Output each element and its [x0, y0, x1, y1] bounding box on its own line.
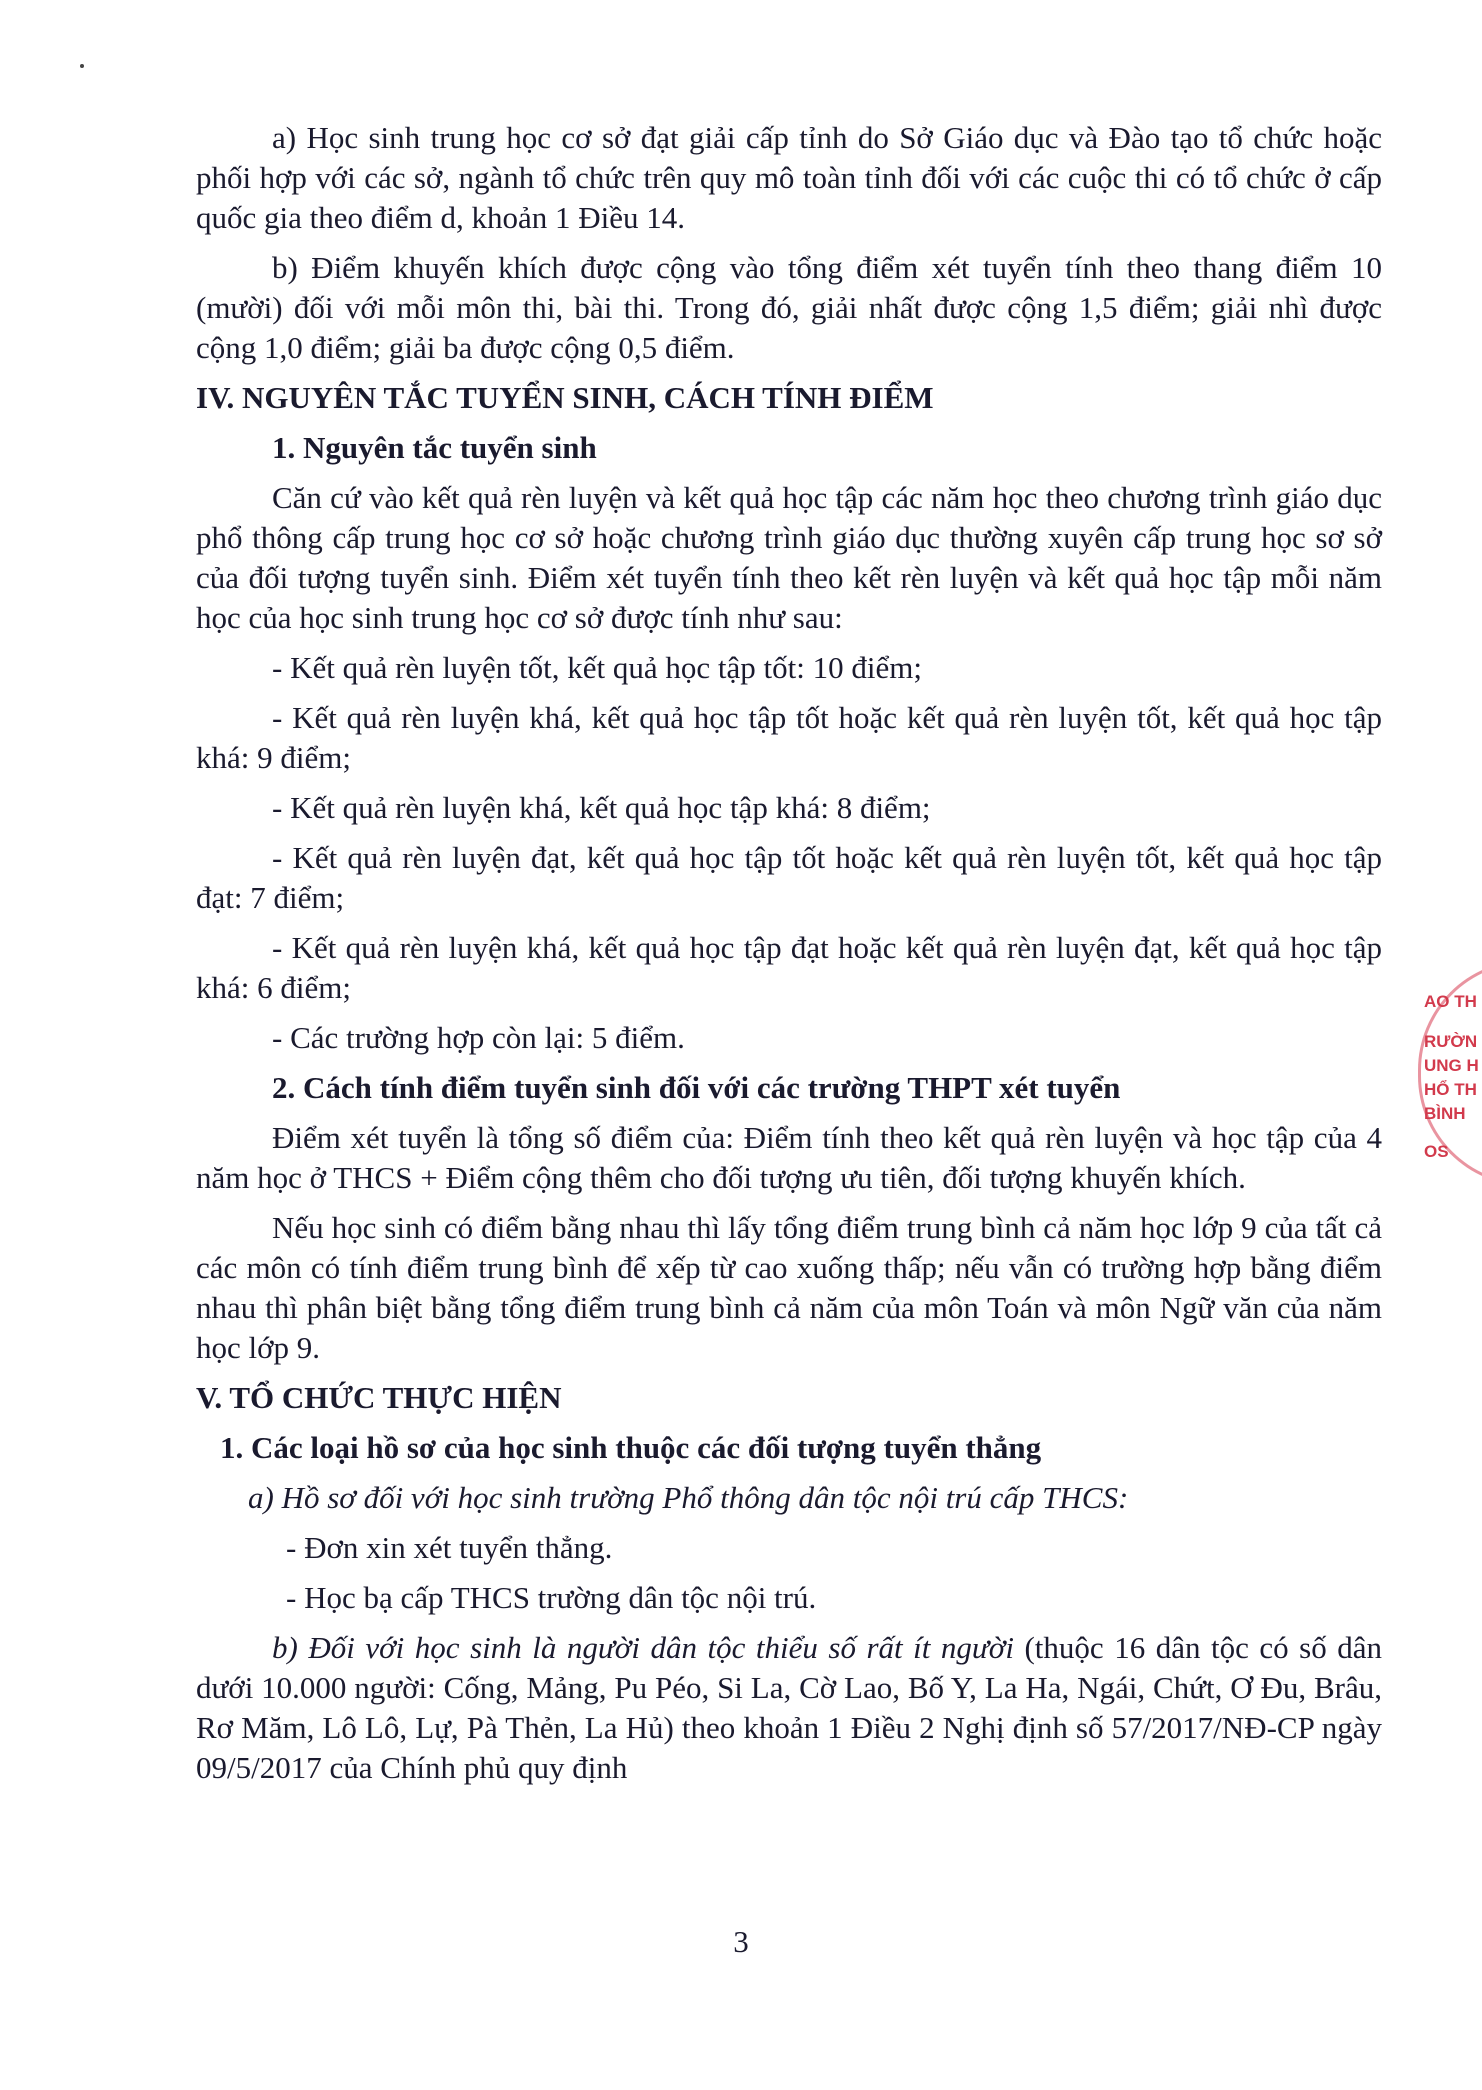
- section-iv-sub1-title: 1. Nguyên tắc tuyển sinh: [272, 430, 597, 465]
- list-item: - Kết quả rèn luyện khá, kết quả học tập đạt hoặc kết quả rèn luyện đạt, kết quả học tập khá: 6 điểm;: [196, 930, 1382, 1005]
- list-item: - Đơn xin xét tuyển thẳng.: [286, 1530, 613, 1565]
- section-iv-sub2-p1: Điểm xét tuyển là tổng số điểm của: Điểm tính theo kết quả rèn luyện và học tập của 4 năm học ở THCS + Điểm cộng thêm cho đối tượng ưu tiên, đối tượng khuyến khích.: [196, 1120, 1382, 1195]
- seal-line: OS: [1424, 1142, 1449, 1161]
- paragraph-a: a) Học sinh trung học cơ sở đạt giải cấp tỉnh do Sở Giáo dục và Đào tạo tổ chức hoặc phối hợp với các sở, ngành tổ chức trên quy mô toàn tỉnh đối với các cuộc thi có tổ chức ở cấp quốc gia theo điểm d, khoản 1 Điều 14.: [196, 120, 1382, 235]
- section-iv-title: IV. NGUYÊN TẮC TUYỂN SINH, CÁCH TÍNH ĐIỂM: [196, 380, 934, 415]
- section-v-sub1-title: 1. Các loại hồ sơ của học sinh thuộc các đối tượng tuyển thẳng: [220, 1430, 1042, 1465]
- seal-text: [1424, 990, 1479, 1164]
- list-item: - Kết quả rèn luyện khá, kết quả học tập khá: 8 điểm;: [272, 790, 931, 825]
- list-item: - Kết quả rèn luyện tốt, kết quả học tập tốt: 10 điểm;: [272, 650, 922, 685]
- seal-line: RƯỜN: [1424, 1032, 1478, 1051]
- section-iv-sub1-intro: Căn cứ vào kết quả rèn luyện và kết quả học tập các năm học theo chương trình giáo dục phổ thông cấp trung học cơ sở hoặc chương trình giáo dục thường xuyên cấp trung học sơ sở của đối tượng tuyển sinh. Điểm xét tuyển tính theo kết rèn luyện và kết quả học tập mỗi năm học của học sinh trung học cơ sở được tính như sau:: [196, 480, 1382, 635]
- section-v-b-italic: b) Đối với học sinh là người dân tộc thiểu số rất ít người: [272, 1630, 1014, 1665]
- seal-line: AO TH: [1424, 992, 1477, 1011]
- list-item: - Kết quả rèn luyện khá, kết quả học tập tốt hoặc kết quả rèn luyện tốt, kết quả học tập khá: 9 điểm;: [196, 700, 1382, 775]
- section-v-b-rest: (thuộc 16 dân tộc có số dân dưới 10.000 người: Cống, Mảng, Pu Péo, Si La, Cờ Lao, Bố Y, La Ha, Ngái, Chứt, Ơ Đu, Brâu, Rơ Măm, Lô Lô, Lự, Pà Thẻn, La Hủ) theo khoản 1 Điều 2 Nghị định số 57/2017/NĐ-CP ngày 09/5/2017 của Chính phủ quy định: [196, 1630, 1382, 1785]
- section-iv-sub2-title: 2. Cách tính điểm tuyển sinh đối với các trường THPT xét tuyển: [272, 1070, 1121, 1105]
- list-item: - Các trường hợp còn lại: 5 điểm.: [272, 1020, 685, 1055]
- section-v-a-title: a) Hồ sơ đối với học sinh trường Phổ thông dân tộc nội trú cấp THCS:: [248, 1480, 1129, 1515]
- page-number: 3: [733, 1924, 749, 1959]
- document-body: [196, 118, 1382, 1798]
- section-v-title: V. TỔ CHỨC THỰC HIỆN: [196, 1380, 562, 1415]
- seal-line: UNG H: [1424, 1056, 1479, 1075]
- official-seal-fragment: [1418, 960, 1482, 1200]
- seal-line: BÌNH: [1424, 1104, 1466, 1123]
- section-iv-sub2-p2: Nếu học sinh có điểm bằng nhau thì lấy tổng điểm trung bình cả năm học lớp 9 của tất cả các môn có tính điểm trung bình để xếp từ cao xuống thấp; nếu vẫn có trường hợp bằng điểm nhau thì phân biệt bằng tổng điểm trung bình cả năm của môn Toán và môn Ngữ văn của năm học lớp 9.: [196, 1210, 1382, 1365]
- seal-line: HỔ TH: [1424, 1080, 1477, 1099]
- list-item: - Kết quả rèn luyện đạt, kết quả học tập tốt hoặc kết quả rèn luyện tốt, kết quả học tập đạt: 7 điểm;: [196, 840, 1382, 915]
- section-v-b-paragraph: [196, 1628, 1382, 1788]
- scan-speck: [80, 64, 84, 68]
- list-item: - Học bạ cấp THCS trường dân tộc nội trú.: [286, 1580, 817, 1615]
- paragraph-b: b) Điểm khuyến khích được cộng vào tổng điểm xét tuyển tính theo thang điểm 10 (mười) đối với mỗi môn thi, bài thi. Trong đó, giải nhất được cộng 1,5 điểm; giải nhì được cộng 1,0 điểm; giải ba được cộng 0,5 điểm.: [196, 250, 1382, 365]
